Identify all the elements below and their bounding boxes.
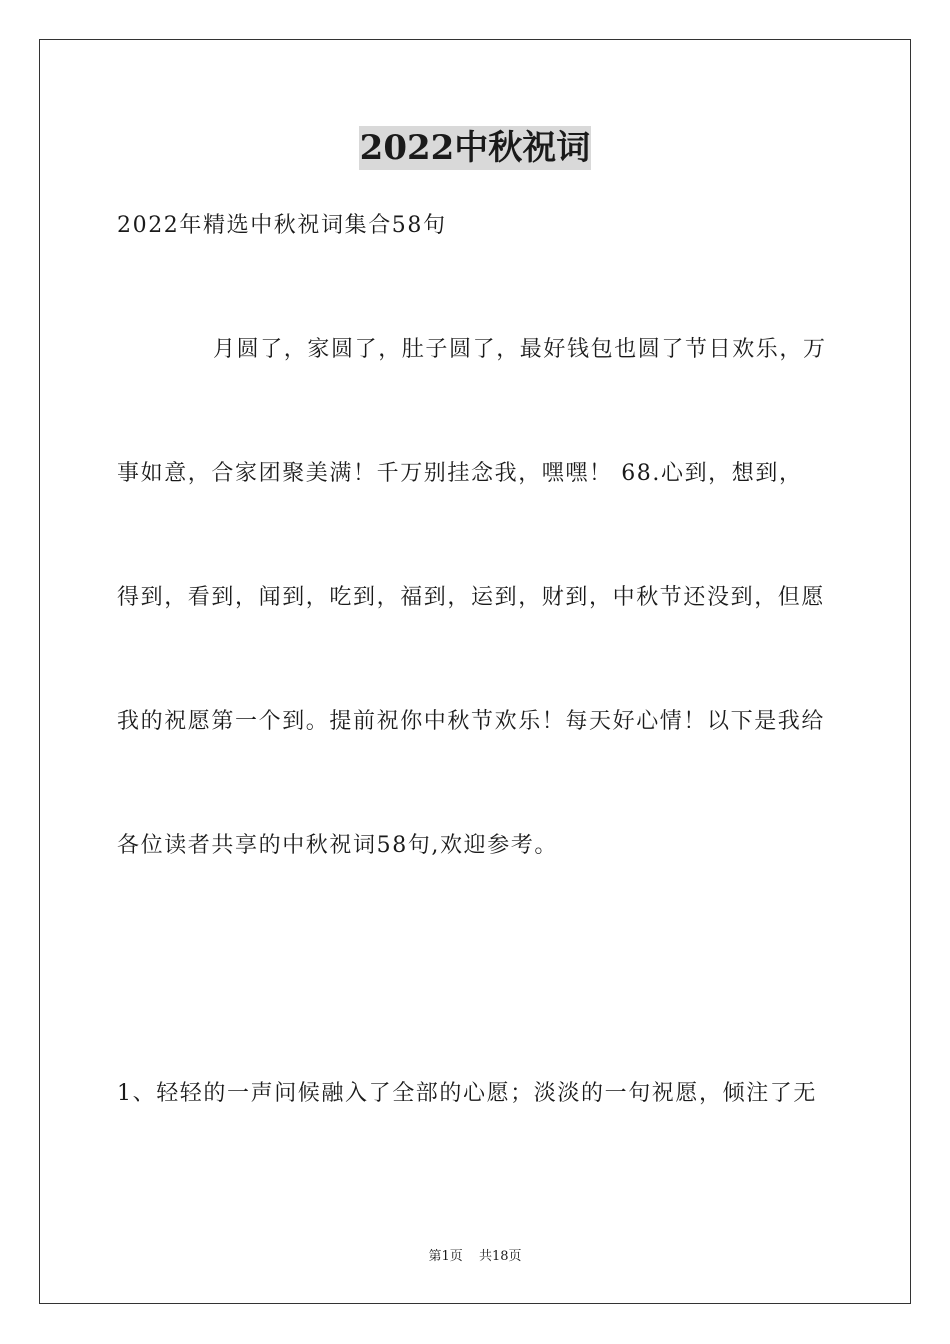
page-total: 共18页 (478, 1249, 522, 1264)
paragraph-line-4: 我的祝愿第一个到。提前祝你中秋节欢乐！每天好心情！以下是我给 (117, 709, 826, 734)
page-footer (0, 1248, 950, 1266)
paragraph-line-3: 得到，看到，闻到，吃到，福到，运到，财到，中秋节还没到，但愿 (117, 585, 826, 610)
document-subtitle: 2022年精选中秋祝词集合58句 (117, 213, 447, 238)
document-title: 2022中秋祝词 (359, 128, 591, 168)
page-number: 第1页 (428, 1249, 463, 1264)
list-item-1: 1、轻轻的一声问候融入了全部的心愿；淡淡的一句祝愿，倾注了无 (117, 1081, 817, 1106)
paragraph-line-5: 各位读者共享的中秋祝词58句,欢迎参考。 (117, 833, 558, 858)
paragraph-line-1: 月圆了，家圆了，肚子圆了，最好钱包也圆了节日欢乐，万 (213, 337, 827, 362)
paragraph-line-2: 事如意，合家团聚美满！千万别挂念我，嘿嘿！ 68.心到，想到， (117, 461, 803, 486)
document-title-wrap (0, 126, 950, 170)
